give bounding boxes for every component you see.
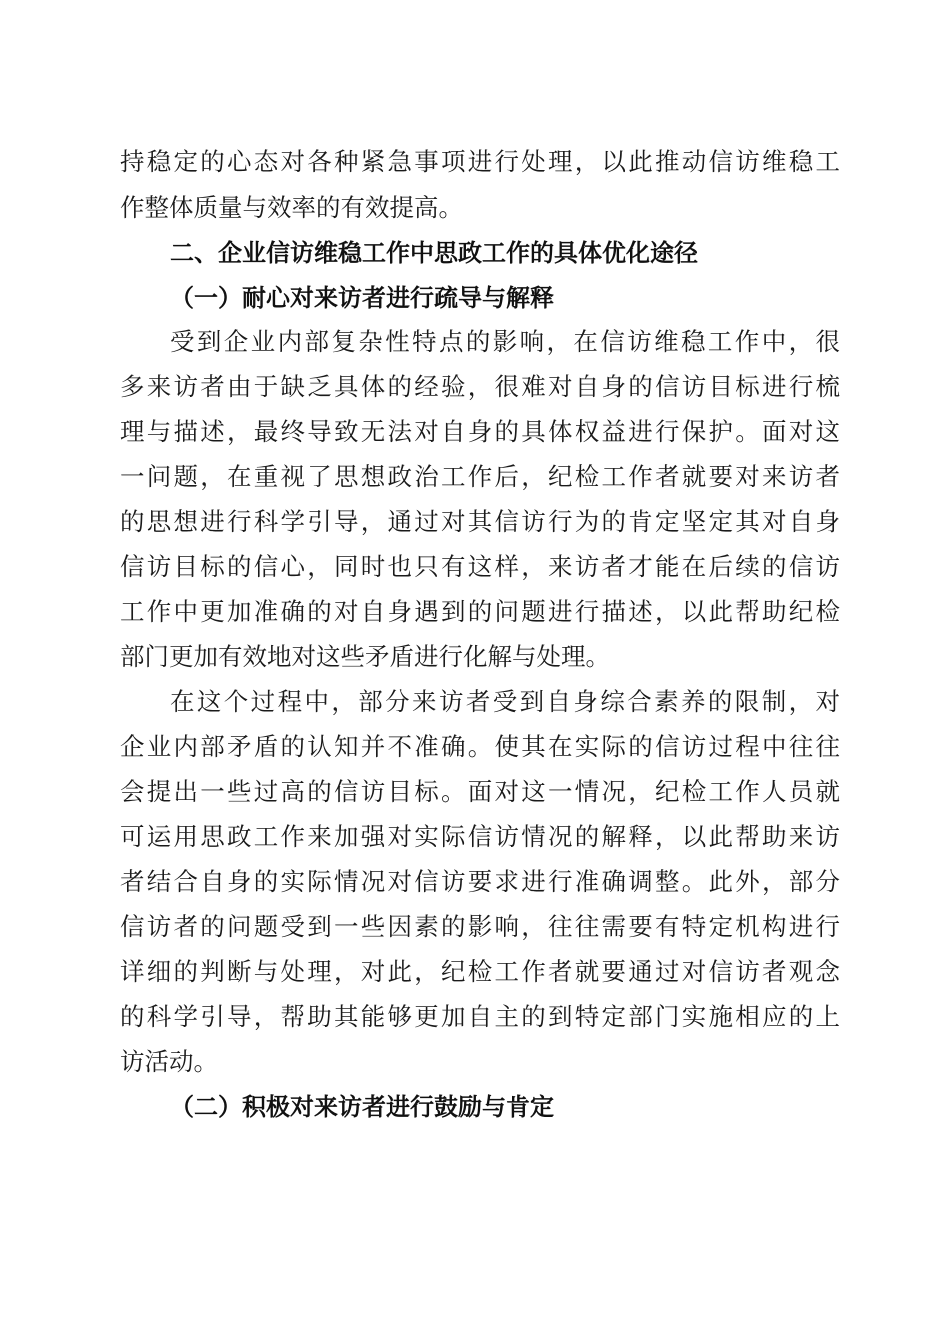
paragraph-line: 工作中更加准确的对自身遇到的问题进行描述，以此帮助纪检 <box>120 597 840 626</box>
intro-paragraph-line: 持稳定的心态对各种紧急事项进行处理，以此推动信访维稳工 <box>120 147 840 176</box>
paragraph-line: 信访目标的信心，同时也只有这样，来访者才能在后续的信访 <box>120 552 840 581</box>
subsection-heading-1: （一）耐心对来访者进行疏导与解释 <box>170 283 554 312</box>
paragraph-line: 信访者的问题受到一些因素的影响，往往需要有特定机构进行 <box>120 912 840 941</box>
paragraph-line: 受到企业内部复杂性特点的影响，在信访维稳工作中，很 <box>170 327 840 356</box>
paragraph-line: 在这个过程中，部分来访者受到自身综合素养的限制，对 <box>170 687 840 716</box>
paragraph-line: 部门更加有效地对这些矛盾进行化解与处理。 <box>120 642 610 671</box>
paragraph-line: 的科学引导，帮助其能够更加自主的到特定部门实施相应的上 <box>120 1002 840 1031</box>
paragraph-line: 一问题，在重视了思想政治工作后，纪检工作者就要对来访者 <box>120 462 840 491</box>
paragraph-line: 理与描述，最终导致无法对自身的具体权益进行保护。面对这 <box>120 417 840 446</box>
paragraph-line: 可运用思政工作来加强对实际信访情况的解释，以此帮助来访 <box>120 822 840 851</box>
paragraph-line: 的思想进行科学引导，通过对其信访行为的肯定坚定其对自身 <box>120 507 840 536</box>
intro-paragraph-line: 作整体质量与效率的有效提高。 <box>120 193 463 222</box>
subsection-heading-2: （二）积极对来访者进行鼓励与肯定 <box>170 1092 554 1121</box>
paragraph-line: 者结合自身的实际情况对信访要求进行准确调整。此外，部分 <box>120 867 840 896</box>
paragraph-line: 企业内部矛盾的认知并不准确。使其在实际的信访过程中往往 <box>120 732 840 761</box>
paragraph-line: 详细的判断与处理，对此，纪检工作者就要通过对信访者观念 <box>120 957 840 986</box>
section-heading: 二、企业信访维稳工作中思政工作的具体优化途径 <box>170 239 698 267</box>
paragraph-line: 访活动。 <box>120 1047 218 1076</box>
paragraph-line: 多来访者由于缺乏具体的经验，很难对自身的信访目标进行梳 <box>120 372 840 401</box>
paragraph-line: 会提出一些过高的信访目标。面对这一情况，纪检工作人员就 <box>120 777 840 806</box>
